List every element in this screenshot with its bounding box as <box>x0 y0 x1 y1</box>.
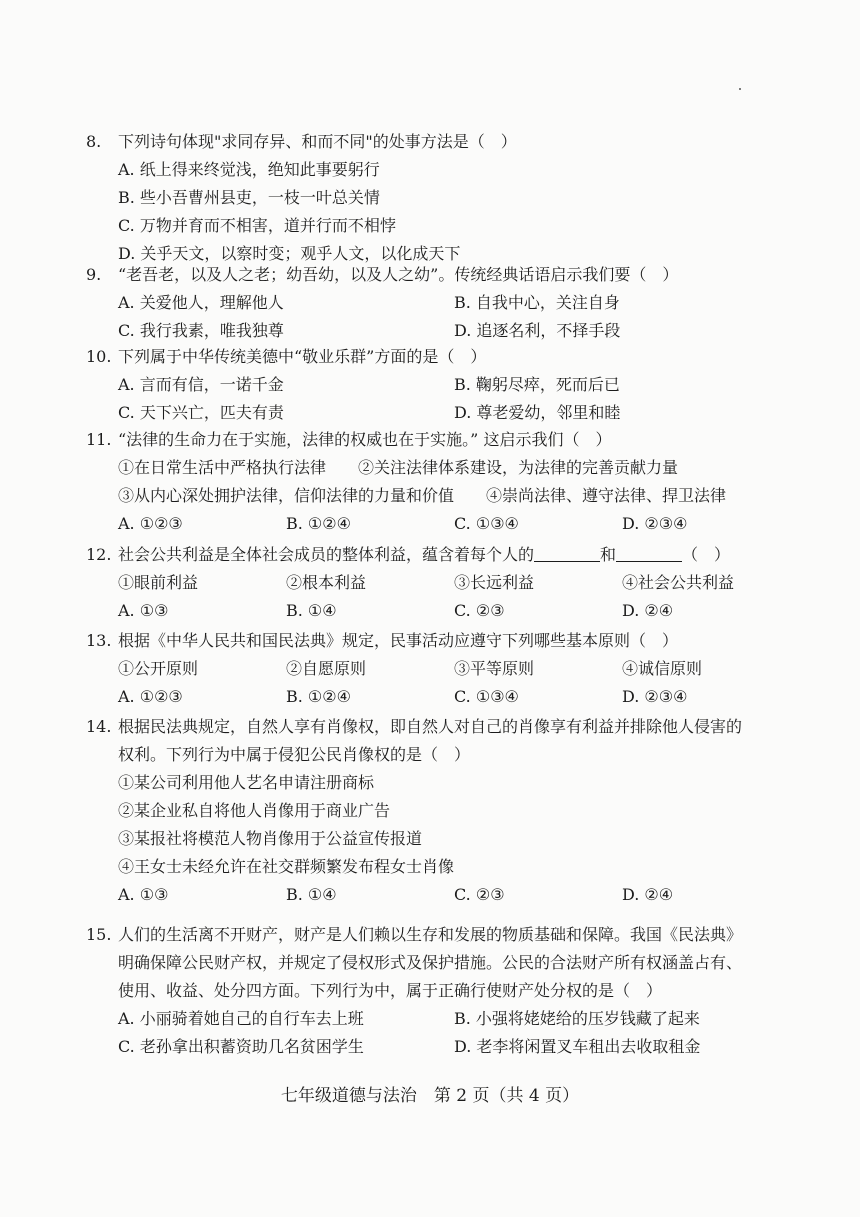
option-a[interactable]: A. ①③ <box>118 885 169 904</box>
question-11 <box>86 426 786 538</box>
statement-item: ④社会公共利益 <box>622 573 735 592</box>
option-row <box>86 1033 786 1061</box>
option-row <box>86 510 786 538</box>
item-row <box>86 655 786 683</box>
option-c[interactable]: C. 我行我素，唯我独尊 <box>118 321 284 340</box>
option-row <box>86 1005 786 1033</box>
option-c[interactable]: C. ②③ <box>454 885 505 904</box>
question-14 <box>86 713 786 909</box>
statement-line: ④王女士未经允许在社交群频繁发布程女士肖像 <box>118 857 455 876</box>
option-d[interactable]: D. ②③④ <box>622 514 688 533</box>
option-row <box>86 371 786 399</box>
question-text: 人们的生活离不开财产，财产是人们赖以生存和发展的物质基础和保障。我国《民法典》 <box>118 925 743 944</box>
statement-line: ③某报社将模范人物肖像用于公益宣传报道 <box>118 829 423 848</box>
option-b[interactable]: B. ①②④ <box>286 514 351 533</box>
question-stem <box>86 627 786 655</box>
option-d[interactable]: D. 尊老爱幼，邻里和睦 <box>454 403 621 422</box>
option-b[interactable]: B. 小强将姥姥给的压岁钱藏了起来 <box>454 1009 700 1028</box>
option-d[interactable]: D. 追逐名利，不择手段 <box>454 321 621 340</box>
question-number: 10. <box>86 347 112 366</box>
question-text: “法律的生命力在于实施，法律的权威也在于实施。” 这启示我们（ ） <box>118 430 612 449</box>
statement-line: ③从内心深处拥护法律，信仰法律的力量和价值 ④崇尚法律、遵守法律、捍卫法律 <box>118 486 727 505</box>
question-number: 14. <box>86 717 112 736</box>
statement-item: ③长远利益 <box>454 573 535 592</box>
option-c[interactable]: C. ①③④ <box>454 514 519 533</box>
question-stem <box>86 343 786 371</box>
scan-speck <box>739 88 741 90</box>
statement-item: ③平等原则 <box>454 659 535 678</box>
question-number: 12. <box>86 545 112 564</box>
answer-bracket: （ ） <box>682 545 731 564</box>
question-number: 11. <box>86 430 112 449</box>
statement-line: ①在日常生活中严格执行法律 ②关注法律体系建设，为法律的完善贡献力量 <box>118 458 679 477</box>
page-footer: 七年级道德与法治 第 2 页（共 4 页） <box>280 1086 580 1106</box>
option-a[interactable]: A. 关爱他人，理解他人 <box>118 293 284 312</box>
option-a[interactable]: A. ①②③ <box>118 687 183 706</box>
option-d[interactable]: D. 关乎天文，以察时变；观乎人文，以化成天下 <box>118 244 461 263</box>
answer-blank-2[interactable] <box>616 545 682 562</box>
question-text: 社会公共利益是全体社会成员的整体利益，蕴含着每个人的 <box>118 545 535 564</box>
option-row <box>86 317 786 345</box>
question-number: 15. <box>86 925 112 944</box>
question-stem <box>86 713 786 741</box>
statement-item: ②自愿原则 <box>286 659 367 678</box>
option-row <box>86 881 786 909</box>
question-number: 9. <box>86 265 102 284</box>
item-row <box>86 569 786 597</box>
statement-line: ②某企业私自将他人肖像用于商业广告 <box>118 801 391 820</box>
question-12 <box>86 541 786 625</box>
question-stem <box>86 426 786 454</box>
statement-item: ②根本利益 <box>286 573 367 592</box>
statement-item: ④诚信原则 <box>622 659 703 678</box>
option-d[interactable]: D. ②④ <box>622 601 674 620</box>
question-text-continued: 使用、收益、处分四方面。下列行为中，属于正确行使财产处分权的是（ ） <box>118 981 663 1000</box>
question-number: 13. <box>86 631 112 650</box>
question-text: 根据《中华人民共和国民法典》规定，民事活动应遵守下列哪些基本原则（ ） <box>118 631 679 650</box>
statement-item: ①公开原则 <box>118 659 199 678</box>
question-text: 下列属于中华传统美德中“敬业乐群”方面的是（ ） <box>118 347 487 366</box>
question-9 <box>86 261 786 345</box>
question-text-continued: 明确保障公民财产权，并规定了侵权形式及保护措施。公民的合法财产所有权涵盖占有、 <box>118 953 743 972</box>
question-number: 8. <box>86 132 102 151</box>
option-b[interactable]: B. 些小吾曹州县吏，一枝一叶总关情 <box>118 188 380 207</box>
option-a[interactable]: A. 小丽骑着她自己的自行车去上班 <box>118 1009 364 1028</box>
option-c[interactable]: C. ②③ <box>454 601 505 620</box>
question-stem <box>86 261 786 289</box>
statement-line: ①某公司利用他人艺名申请注册商标 <box>118 773 375 792</box>
option-row <box>86 683 786 711</box>
question-stem <box>86 921 786 949</box>
option-row <box>86 597 786 625</box>
question-13 <box>86 627 786 711</box>
question-stem <box>86 541 786 569</box>
question-text: “老吾老，以及人之老；幼吾幼，以及人之幼”。传统经典话语启示我们要（ ） <box>118 265 679 284</box>
option-row <box>86 399 786 427</box>
option-row <box>86 289 786 317</box>
option-a[interactable]: A. 纸上得来终觉浅，绝知此事要躬行 <box>118 160 380 179</box>
answer-blank-1[interactable] <box>534 545 600 562</box>
question-stem <box>86 128 786 156</box>
question-8 <box>86 128 786 268</box>
question-text: 根据民法典规定，自然人享有肖像权，即自然人对自己的肖像享有利益并排除他人侵害的 <box>118 717 743 736</box>
question-15 <box>86 921 786 1061</box>
option-d[interactable]: D. ②④ <box>622 885 674 904</box>
question-10 <box>86 343 786 427</box>
option-c[interactable]: C. 万物并育而不相害，道并行而不相悖 <box>118 216 396 235</box>
option-d[interactable]: D. 老李将闲置叉车租出去收取租金 <box>454 1037 701 1056</box>
option-d[interactable]: D. ②③④ <box>622 687 688 706</box>
option-c[interactable]: C. 老孙拿出积蓄资助几名贫困学生 <box>118 1037 364 1056</box>
option-a[interactable]: A. ①②③ <box>118 514 183 533</box>
option-a[interactable]: A. ①③ <box>118 601 169 620</box>
option-c[interactable]: C. ①③④ <box>454 687 519 706</box>
question-text-continued: 权利。下列行为中属于侵犯公民肖像权的是（ ） <box>118 745 471 764</box>
option-b[interactable]: B. ①④ <box>286 601 337 620</box>
question-text: 下列诗句体现"求同存异、和而不同"的处事方法是（ ） <box>118 132 517 151</box>
option-c[interactable]: C. 天下兴亡，匹夫有责 <box>118 403 284 422</box>
option-a[interactable]: A. 言而有信，一诺千金 <box>118 375 284 394</box>
option-b[interactable]: B. 鞠躬尽瘁，死而后已 <box>454 375 620 394</box>
question-text-and: 和 <box>600 545 617 564</box>
option-b[interactable]: B. 自我中心，关注自身 <box>454 293 620 312</box>
statement-item: ①眼前利益 <box>118 573 199 592</box>
option-b[interactable]: B. ①④ <box>286 885 337 904</box>
option-b[interactable]: B. ①②④ <box>286 687 351 706</box>
